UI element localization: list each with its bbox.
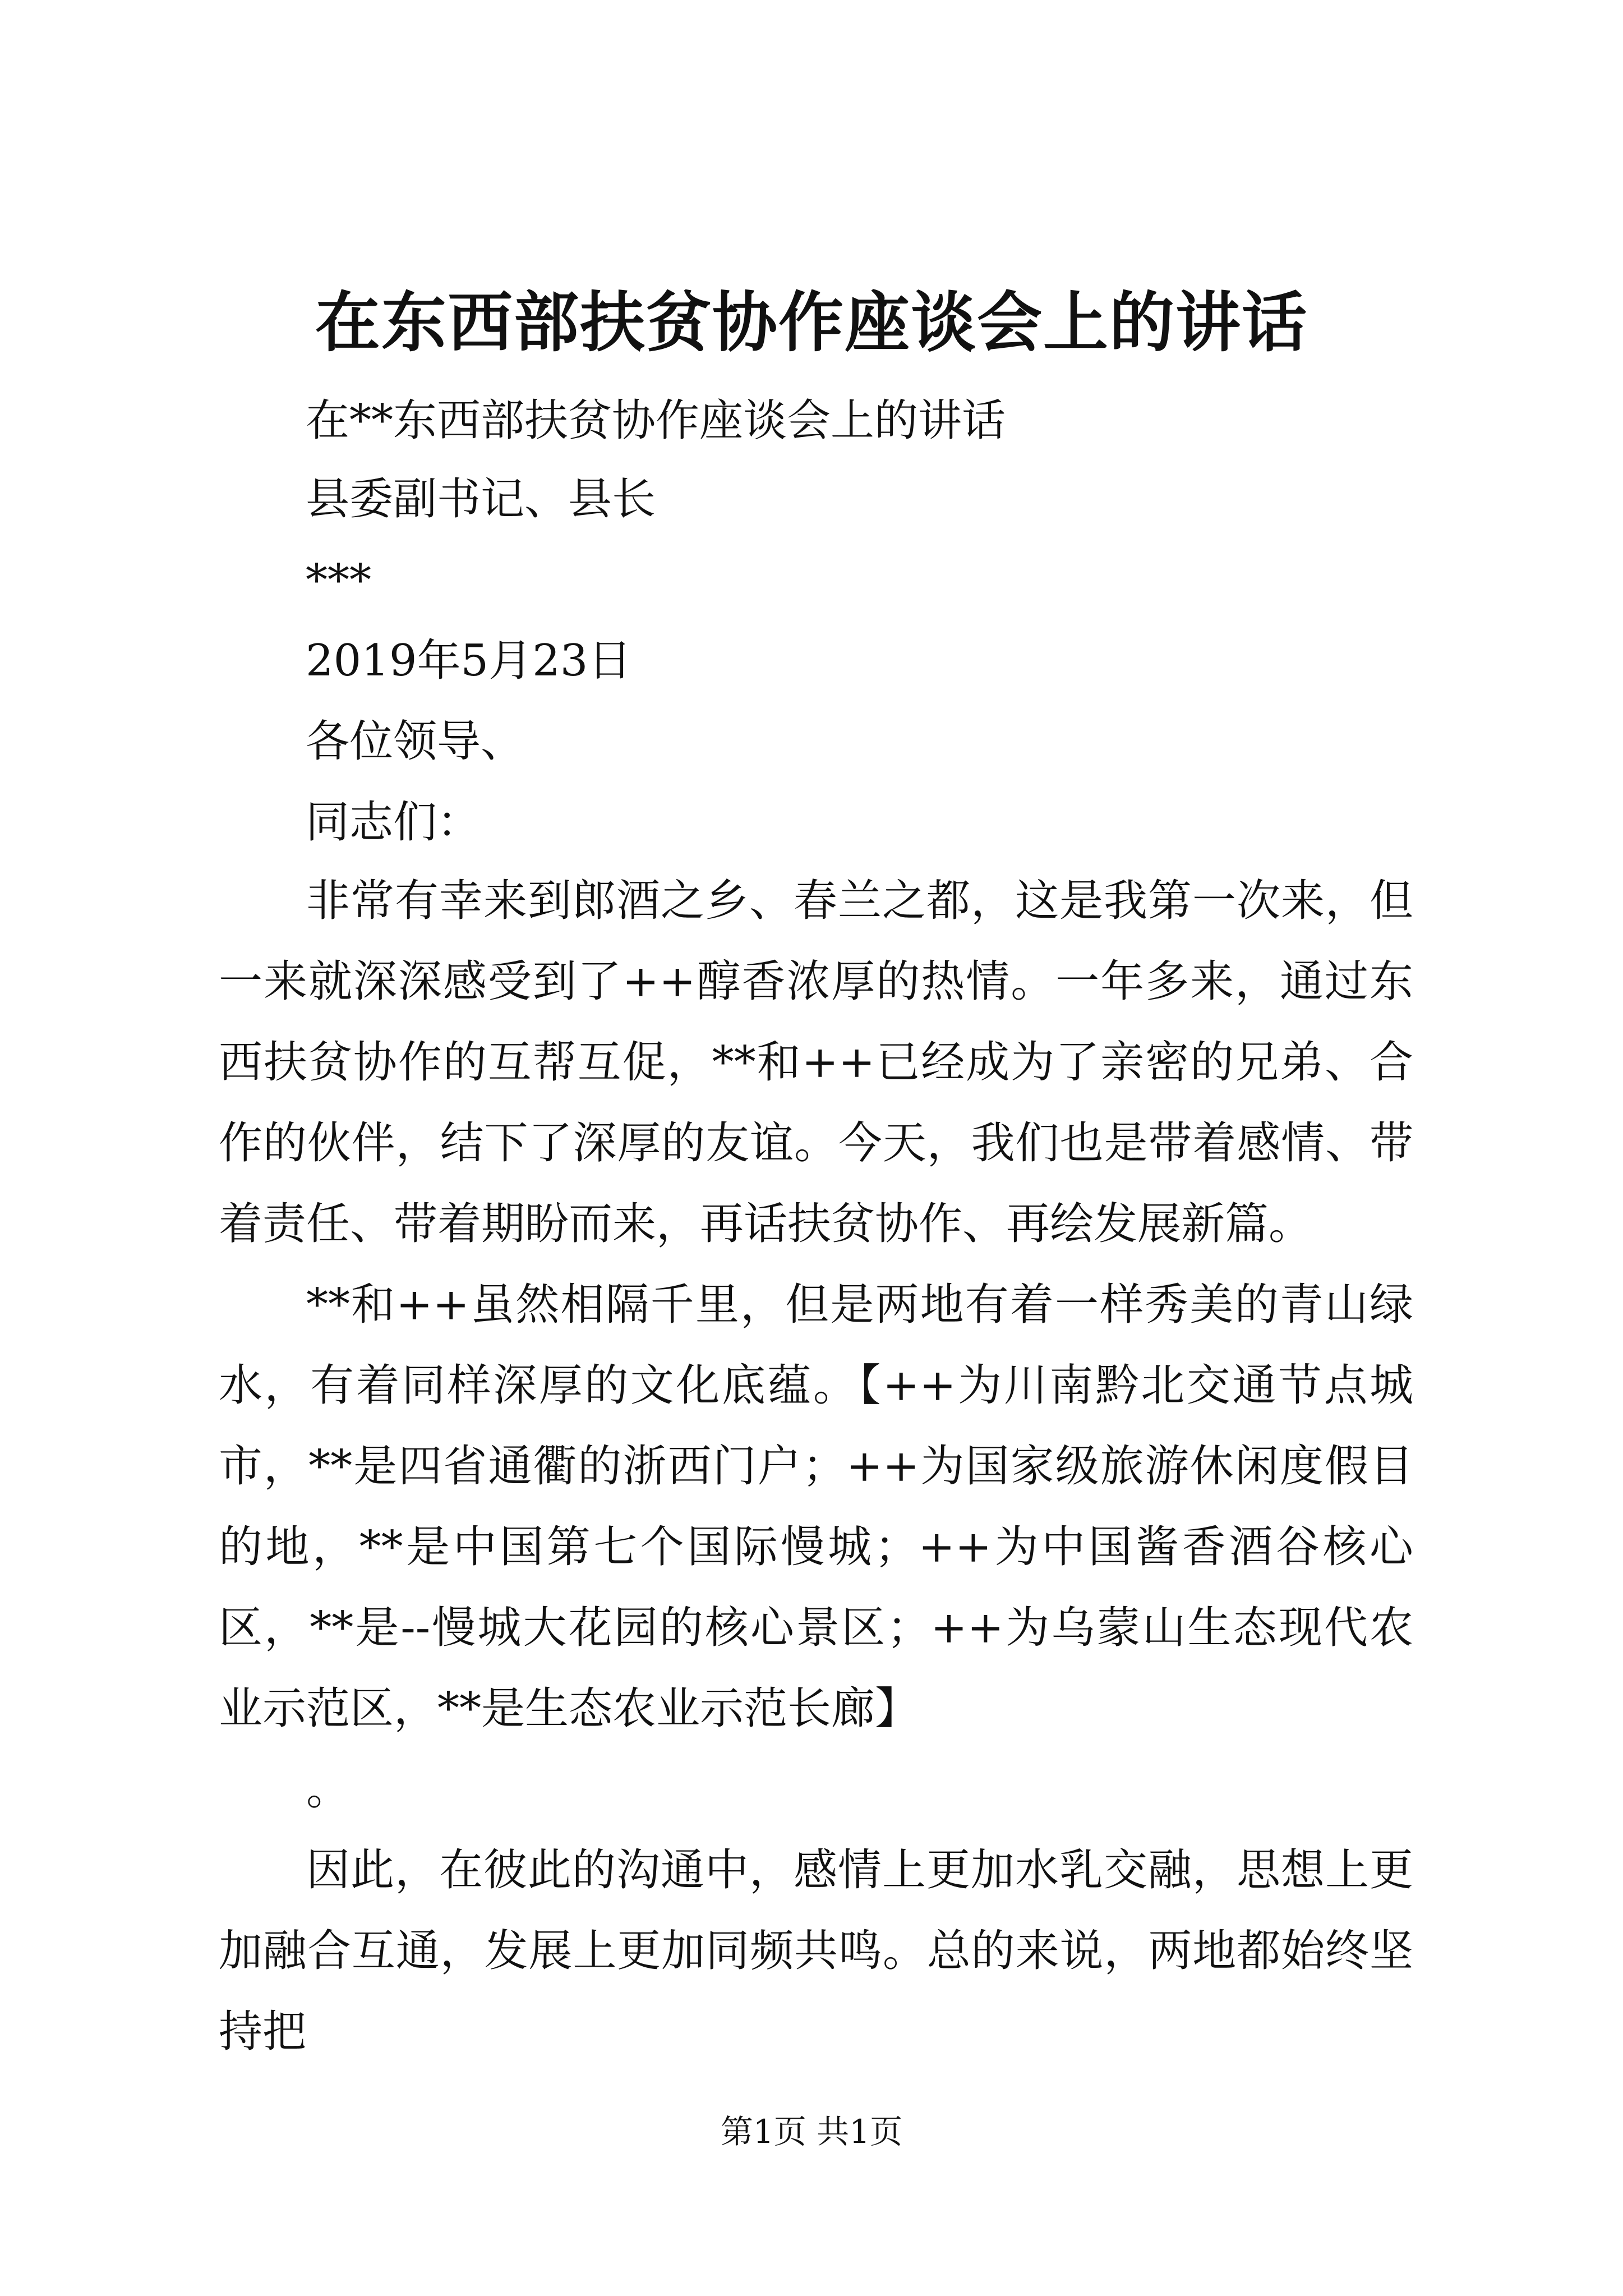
body-paragraph: 。 bbox=[306, 1764, 351, 1815]
body-paragraph: 非常有幸来到郎酒之乡、春兰之都，这是我第一次来，但一来就深深感受到了++醇香浓厚的热情。一年多来，通过东西扶贫协作的互帮互促，**和++已经成为了亲密的兄弟、合作的伙伴，结下了深厚的友谊。今天，我们也是带着感情、带着责任、带着期盼而来，再话扶贫协作、再绘发展新篇。 bbox=[219, 876, 1413, 1249]
body-paragraph: **和++虽然相隔千里，但是两地有着一样秀美的青山绿水，有着同样深厚的文化底蕴。【++为川南黔北交通节点城市，**是四省通衢的浙西门户；++为国家级旅游休闲度假目的地，**是中国第七个国际慢城；++为中国酱香酒谷核心区，**是--慢城大花园的核心景区；++为乌蒙山生态现代农业示范区，**是生态农业示范长廊】 bbox=[219, 1280, 1413, 1734]
document-title: 在东西部扶贫协作座谈会上的讲话 bbox=[315, 284, 1308, 361]
document-subtitle: 在**东西部扶贫协作座谈会上的讲话 bbox=[306, 395, 1006, 446]
salutation-comrades: 同志们： bbox=[306, 797, 481, 848]
body-paragraph: 因此，在彼此的沟通中，感情上更加水乳交融，思想上更加融合互通，发展上更加同频共鸣。总的来说，两地都始终坚持把 bbox=[219, 1845, 1413, 2057]
page-footer: 第1页 共1页 bbox=[720, 2113, 903, 2151]
salutation-leaders: 各位领导、 bbox=[306, 716, 525, 767]
speaker-name: *** bbox=[306, 555, 371, 606]
speech-date: 2019年5月23日 bbox=[306, 636, 632, 686]
speaker-role: 县委副书记、县长 bbox=[306, 474, 656, 524]
